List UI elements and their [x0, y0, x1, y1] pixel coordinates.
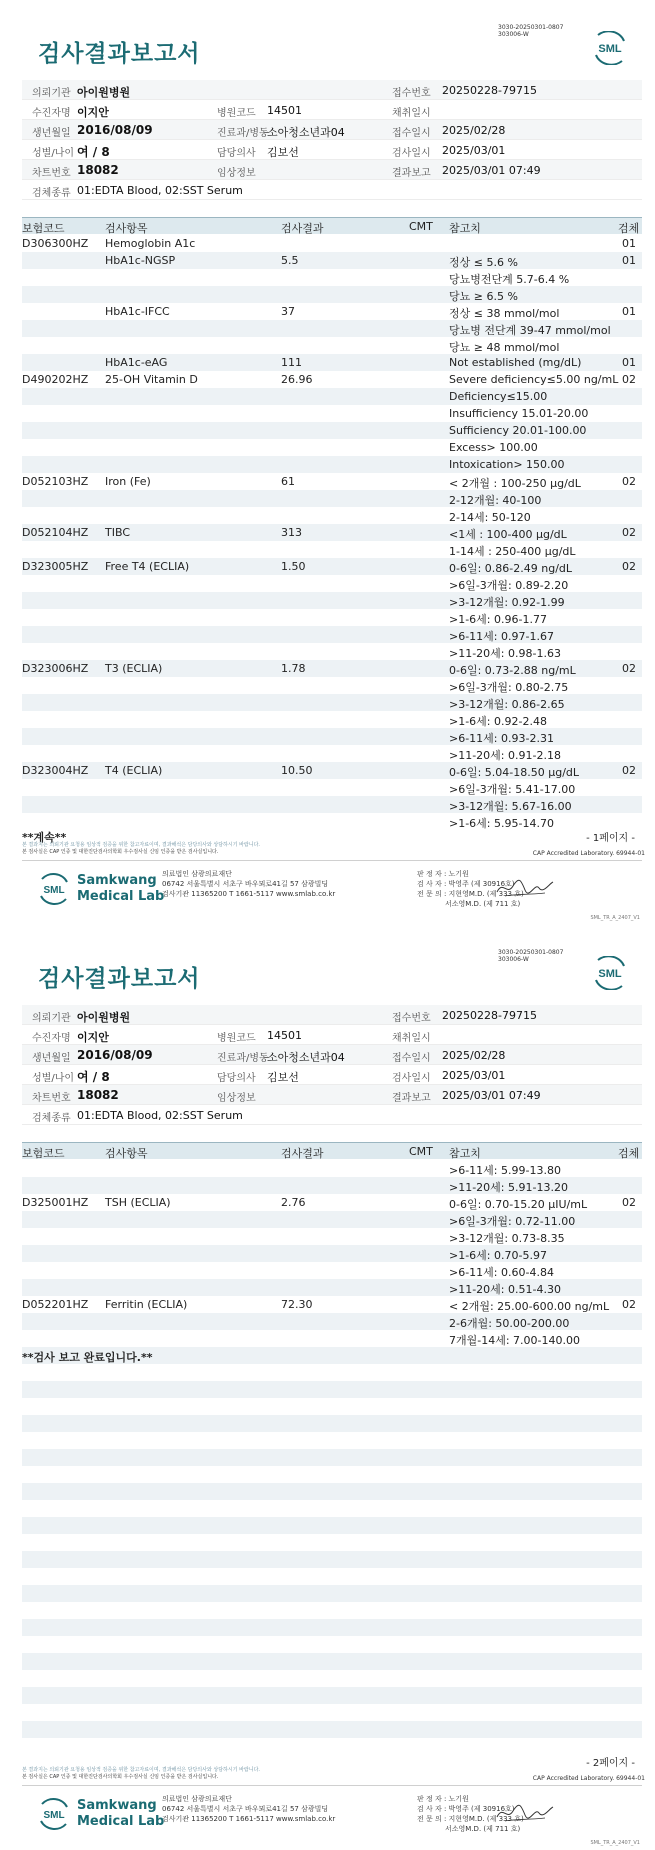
- svg-text:SML: SML: [43, 1810, 65, 1821]
- test-item: HbA1c-NGSP: [105, 254, 176, 267]
- lab-address: 의료법인 삼광의료재단 06742 서울특별시 서초구 바우뫼로41길 57 삼광빌딩 검사기관 11365200 T 1661-5117 www.smlab.co.kr: [162, 1795, 336, 1823]
- signers: 판 정 자 : 노기원 검 사 자 : 박영주 (제 30916호) 전 문 의 : 지현영M.D. (제 333 호) 서소영M.D. (제 711 호): [417, 870, 524, 908]
- table-row: [22, 1211, 642, 1228]
- info-row: [22, 1045, 642, 1065]
- reference-range: >6일-3개월: 0.80-2.75: [449, 681, 569, 694]
- results-table-header: [22, 217, 642, 234]
- specimen-tube: 01: [622, 237, 636, 250]
- empty-row: [22, 1449, 642, 1466]
- info-row: [22, 160, 642, 180]
- test-code: D323004HZ: [22, 764, 89, 777]
- specimen-tube: 02: [622, 662, 636, 675]
- table-row: [22, 507, 642, 524]
- clinical-label: 임상정보: [217, 1093, 256, 1104]
- specimen-tube: 02: [622, 1196, 636, 1209]
- info-row: [22, 100, 642, 120]
- reference-range: >1-6세: 0.70-5.97: [449, 1249, 547, 1262]
- specimen-tube: 02: [622, 475, 636, 488]
- reference-range: >6-11세: 0.97-1.67: [449, 630, 554, 643]
- test-item: HbA1c-eAG: [105, 356, 168, 369]
- test-result: 1.78: [281, 662, 306, 675]
- specimen-tube: 02: [622, 526, 636, 539]
- empty-row: [22, 1636, 642, 1653]
- reference-range: >1-6세: 5.95-14.70: [449, 817, 554, 830]
- patient-label: 수진자명: [32, 108, 71, 119]
- test-item: Ferritin (ECLIA): [105, 1298, 188, 1311]
- reference-range: >11-20세: 0.91-2.18: [449, 749, 561, 762]
- empty-row: [22, 1602, 642, 1619]
- table-row: [22, 439, 642, 456]
- doctor-label: 담당의사: [217, 1073, 256, 1084]
- receipt-no-value: 20250228-79715: [442, 84, 537, 97]
- sml-logo-icon: [590, 956, 630, 990]
- lab-name-sub: Medical Lab: [77, 1814, 165, 1829]
- reference-range: Severe deficiency≤5.00 ng/mL: [449, 373, 619, 386]
- sex-age-label: 성별/나이: [32, 1073, 75, 1084]
- test-code: D323006HZ: [22, 662, 89, 675]
- chart-value: 18082: [77, 1088, 119, 1102]
- empty-row: [22, 1466, 642, 1483]
- signature-icon: [495, 876, 555, 900]
- table-row: [22, 1177, 642, 1194]
- empty-row: [22, 1364, 642, 1381]
- empty-row: [22, 1517, 642, 1534]
- org-label: 의뢰기관: [32, 1013, 71, 1024]
- results-table-header: [22, 1142, 642, 1159]
- specimen-tube: 02: [622, 560, 636, 573]
- form-version: SML_TR_A_2407_V1: [590, 915, 640, 921]
- table-row: [22, 609, 642, 626]
- disclaimer-notes: 본 결과지는 의뢰기관 요청용 임상적 검증을 위한 참고자료이며, 결과해석은 담당의사와 상담하시기 바랍니다. 본 검사실은 CAP 인증 및 대한진단검사의학회 우수검사실 신임 인증을 받은 검사실입니다.: [22, 842, 261, 855]
- specimen-tube: 02: [622, 373, 636, 386]
- specimen-tube: 01: [622, 254, 636, 267]
- birth-label: 생년월일: [32, 1053, 71, 1064]
- receipt-date-label: 접수일시: [392, 128, 431, 139]
- dept-value: 소아청소년과04: [267, 1051, 345, 1064]
- info-row: [22, 140, 642, 160]
- info-row: [22, 80, 642, 100]
- test-result: 1.50: [281, 560, 306, 573]
- report-complete-text: **검사 보고 완료입니다.**: [22, 1351, 153, 1364]
- page-title: 검사결과보고서: [38, 966, 201, 992]
- empty-row: [22, 1534, 642, 1551]
- reference-range: >6일-3개월: 0.89-2.20: [449, 579, 569, 592]
- sml-logo-icon: [36, 871, 72, 907]
- col-cmt: CMT: [409, 220, 433, 233]
- receipt-no-label: 접수번호: [392, 1013, 431, 1024]
- test-result: 72.30: [281, 1298, 313, 1311]
- table-row: [22, 813, 642, 830]
- table-row: [22, 405, 642, 422]
- report-date-value: 2025/03/01 07:49: [442, 164, 541, 177]
- sex-age-value: 여 / 8: [77, 1070, 110, 1084]
- reference-range: >3-12개월: 0.86-2.65: [449, 698, 565, 711]
- lab-name: Samkwang: [77, 1798, 157, 1813]
- col-tube: 검체: [618, 1147, 640, 1160]
- test-date-label: 검사일시: [392, 1073, 431, 1084]
- table-row: [22, 1194, 642, 1211]
- chart-value: 18082: [77, 163, 119, 177]
- page-number: - 1페이지 -: [586, 833, 635, 844]
- reference-range: Excess> 100.00: [449, 441, 538, 454]
- test-item: T4 (ECLIA): [105, 764, 163, 777]
- hospital-code-label: 병원코드: [217, 108, 256, 119]
- table-row: [22, 1160, 642, 1177]
- reference-range: >1-6세: 0.96-1.77: [449, 613, 547, 626]
- test-item: Free T4 (ECLIA): [105, 560, 190, 573]
- table-row: [22, 388, 642, 405]
- results-table-page-2: [22, 1160, 642, 1738]
- reference-range: >3-12개월: 5.67-16.00: [449, 800, 572, 813]
- table-row: [22, 1228, 642, 1245]
- page-number: - 2페이지 -: [586, 1758, 635, 1769]
- table-row: [22, 490, 642, 507]
- specimen-tube: 01: [622, 356, 636, 369]
- hospital-code-value: 14501: [267, 1029, 302, 1042]
- reference-range: >11-20세: 5.91-13.20: [449, 1181, 568, 1194]
- cap-accreditation: CAP Accredited Laboratory. 69944-01: [532, 1775, 645, 1782]
- info-row: [22, 1065, 642, 1085]
- test-code: D052104HZ: [22, 526, 89, 539]
- patient-label: 수진자명: [32, 1033, 71, 1044]
- specimen-tube: 01: [622, 305, 636, 318]
- table-row: [22, 643, 642, 660]
- reference-range: 1-14세 : 250-400 μg/dL: [449, 545, 576, 558]
- test-item: TIBC: [105, 526, 130, 539]
- receipt-date-value: 2025/02/28: [442, 124, 506, 137]
- reference-range: >6-11세: 0.93-2.31: [449, 732, 554, 745]
- receipt-no-value: 20250228-79715: [442, 1009, 537, 1022]
- sml-logo-icon: [590, 31, 630, 65]
- table-row: [22, 677, 642, 694]
- reference-range: < 2개월 : 100-250 μg/dL: [449, 477, 581, 490]
- col-cmt: CMT: [409, 1145, 433, 1158]
- reference-range: < 2개월: 25.00-600.00 ng/mL: [449, 1300, 610, 1313]
- empty-row: [22, 1670, 642, 1687]
- birth-value: 2016/08/09: [77, 123, 153, 137]
- reference-range: 0-6일: 5.04-18.50 μg/dL: [449, 766, 580, 779]
- org-value: 아이원병원: [77, 86, 131, 99]
- clinical-label: 임상정보: [217, 168, 256, 179]
- info-row: [22, 180, 642, 200]
- col-item: 검사항목: [105, 222, 148, 235]
- reference-range: 당뇨 ≥ 48 mmol/mol: [449, 341, 560, 354]
- test-code: D490202HZ: [22, 373, 89, 386]
- test-date-label: 검사일시: [392, 148, 431, 159]
- table-row: [22, 1313, 642, 1330]
- table-row: [22, 337, 642, 354]
- reference-range: Intoxication> 150.00: [449, 458, 565, 471]
- empty-row: [22, 1483, 642, 1500]
- empty-row: [22, 1381, 642, 1398]
- continued-text: **계속**: [22, 831, 67, 844]
- test-date-value: 2025/03/01: [442, 144, 506, 157]
- dept-value: 소아청소년과04: [267, 126, 345, 139]
- report-date-label: 결과보고: [392, 1093, 431, 1104]
- signature-icon: [495, 1801, 555, 1825]
- specimen-tube: 02: [622, 1298, 636, 1311]
- test-result: 26.96: [281, 373, 313, 386]
- col-item: 검사항목: [105, 1147, 148, 1160]
- table-row: [22, 235, 642, 252]
- empty-row: [22, 1398, 642, 1415]
- empty-row: [22, 1415, 642, 1432]
- page-footer: [22, 860, 642, 920]
- reference-range: Sufficiency 20.01-100.00: [449, 424, 587, 437]
- dept-label: 진료과/병동: [217, 1053, 269, 1064]
- test-code: D325001HZ: [22, 1196, 89, 1209]
- reference-range: Deficiency≤15.00: [449, 390, 548, 403]
- test-result: 5.5: [281, 254, 299, 267]
- reference-range: 당뇨병전단계 5.7-6.4 %: [449, 273, 570, 286]
- reference-range: 7개월-14세: 7.00-140.00: [449, 1334, 580, 1347]
- barcode-text: 3030-20250301-0807 303006-W: [498, 949, 564, 963]
- table-row: [22, 575, 642, 592]
- test-date-value: 2025/03/01: [442, 1069, 506, 1082]
- reference-range: >11-20세: 0.51-4.30: [449, 1283, 561, 1296]
- test-code: D323005HZ: [22, 560, 89, 573]
- sex-age-label: 성별/나이: [32, 148, 75, 159]
- birth-value: 2016/08/09: [77, 1048, 153, 1062]
- test-item: T3 (ECLIA): [105, 662, 163, 675]
- reference-range: <1세 : 100-400 μg/dL: [449, 528, 567, 541]
- lab-name: Samkwang: [77, 873, 157, 888]
- specimen-label: 검체종류: [32, 188, 71, 199]
- patient-value: 이지안: [77, 106, 109, 119]
- results-table-page-1: [22, 235, 642, 830]
- patient-value: 이지안: [77, 1031, 109, 1044]
- receipt-date-label: 접수일시: [392, 1053, 431, 1064]
- empty-row: [22, 1619, 642, 1636]
- table-row: [22, 660, 642, 677]
- reference-range: >3-12개월: 0.73-8.35: [449, 1232, 565, 1245]
- doctor-value: 김보선: [267, 1071, 299, 1084]
- info-row: [22, 1005, 642, 1025]
- doctor-value: 김보선: [267, 146, 299, 159]
- svg-text:SML: SML: [43, 885, 65, 896]
- table-row: [22, 354, 642, 371]
- table-row: [22, 541, 642, 558]
- org-value: 아이원병원: [77, 1011, 131, 1024]
- org-label: 의뢰기관: [32, 88, 71, 99]
- collect-date-label: 채취일시: [392, 1033, 431, 1044]
- table-row: [22, 1296, 642, 1313]
- chart-label: 차트번호: [32, 1093, 71, 1104]
- lab-name-sub: Medical Lab: [77, 889, 165, 904]
- reference-range: 0-6일: 0.73-2.88 ng/mL: [449, 664, 576, 677]
- table-row: [22, 1279, 642, 1296]
- sml-logo-icon: [36, 1796, 72, 1832]
- svg-text:SML: SML: [598, 43, 622, 55]
- chart-label: 차트번호: [32, 168, 71, 179]
- table-row: [22, 1245, 642, 1262]
- table-row: [22, 694, 642, 711]
- patient-info-block: [22, 80, 642, 200]
- cap-accreditation: CAP Accredited Laboratory. 69944-01: [532, 850, 645, 857]
- table-row: [22, 286, 642, 303]
- info-row: [22, 1105, 642, 1125]
- specimen-label: 검체종류: [32, 1113, 71, 1124]
- reference-range: 2-14세: 50-120: [449, 511, 531, 524]
- empty-row: [22, 1551, 642, 1568]
- table-row: [22, 592, 642, 609]
- test-item: HbA1c-IFCC: [105, 305, 170, 318]
- report-date-value: 2025/03/01 07:49: [442, 1089, 541, 1102]
- test-code: D052201HZ: [22, 1298, 89, 1311]
- col-result: 검사결과: [281, 222, 324, 235]
- reference-range: 2-12개월: 40-100: [449, 494, 542, 507]
- svg-text:SML: SML: [598, 968, 622, 980]
- page-header: [0, 0, 655, 80]
- report-complete-row: [22, 1347, 642, 1364]
- table-row: [22, 473, 642, 490]
- col-ref: 참고치: [449, 222, 481, 235]
- col-ref: 참고치: [449, 1147, 481, 1160]
- empty-row: [22, 1687, 642, 1704]
- receipt-date-value: 2025/02/28: [442, 1049, 506, 1062]
- test-item: 25-OH Vitamin D: [105, 373, 198, 386]
- test-result: 111: [281, 356, 302, 369]
- reference-range: 2-6개월: 50.00-200.00: [449, 1317, 570, 1330]
- reference-range: 0-6일: 0.70-15.20 μIU/mL: [449, 1198, 588, 1211]
- reference-range: >6-11세: 5.99-13.80: [449, 1164, 561, 1177]
- reference-range: >3-12개월: 0.92-1.99: [449, 596, 565, 609]
- empty-row: [22, 1432, 642, 1449]
- table-row: [22, 371, 642, 388]
- test-code: D052103HZ: [22, 475, 89, 488]
- table-row: [22, 456, 642, 473]
- test-result: 313: [281, 526, 302, 539]
- reference-range: >1-6세: 0.92-2.48: [449, 715, 547, 728]
- sex-age-value: 여 / 8: [77, 145, 110, 159]
- report-date-label: 결과보고: [392, 168, 431, 179]
- reference-range: Insufficiency 15.01-20.00: [449, 407, 589, 420]
- col-code: 보험코드: [22, 222, 65, 235]
- patient-info-block: [22, 1005, 642, 1125]
- reference-range: 0-6일: 0.86-2.49 ng/dL: [449, 562, 573, 575]
- info-row: [22, 1085, 642, 1105]
- receipt-no-label: 접수번호: [392, 88, 431, 99]
- reference-range: 당뇨병 전단계 39-47 mmol/mol: [449, 324, 611, 337]
- test-code: D306300HZ: [22, 237, 89, 250]
- form-version: SML_TR_A_2407_V1: [590, 1840, 640, 1846]
- col-code: 보험코드: [22, 1147, 65, 1160]
- test-result: 61: [281, 475, 295, 488]
- empty-row: [22, 1721, 642, 1738]
- empty-row: [22, 1500, 642, 1517]
- table-row: [22, 320, 642, 337]
- hospital-code-value: 14501: [267, 104, 302, 117]
- doctor-label: 담당의사: [217, 148, 256, 159]
- specimen-value: 01:EDTA Blood, 02:SST Serum: [77, 1109, 243, 1122]
- table-row: [22, 626, 642, 643]
- reference-range: >6-11세: 0.60-4.84: [449, 1266, 554, 1279]
- table-row: [22, 745, 642, 762]
- reference-range: Not established (mg/dL): [449, 356, 582, 369]
- reference-range: 당뇨 ≥ 6.5 %: [449, 290, 518, 303]
- test-result: 10.50: [281, 764, 313, 777]
- barcode-text: 3030-20250301-0807 303006-W: [498, 24, 564, 38]
- reference-range: 정상 ≤ 5.6 %: [449, 256, 518, 269]
- birth-label: 생년월일: [32, 128, 71, 139]
- table-row: [22, 1330, 642, 1347]
- specimen-tube: 02: [622, 764, 636, 777]
- empty-row: [22, 1585, 642, 1602]
- table-row: [22, 303, 642, 320]
- reference-range: >6일-3개월: 5.41-17.00: [449, 783, 576, 796]
- test-item: Iron (Fe): [105, 475, 151, 488]
- empty-row: [22, 1704, 642, 1721]
- page-title: 검사결과보고서: [38, 41, 201, 67]
- collect-date-label: 채취일시: [392, 108, 431, 119]
- disclaimer-notes: 본 결과지는 의뢰기관 요청용 임상적 검증을 위한 참고자료이며, 결과해석은 담당의사와 상담하시기 바랍니다. 본 검사실은 CAP 인증 및 대한진단검사의학회 우수검사실 신임 인증을 받은 검사실입니다.: [22, 1767, 261, 1780]
- report-page-2: [0, 925, 655, 1850]
- dept-label: 진료과/병동: [217, 128, 269, 139]
- table-row: [22, 796, 642, 813]
- col-result: 검사결과: [281, 1147, 324, 1160]
- table-row: [22, 422, 642, 439]
- empty-row: [22, 1653, 642, 1670]
- table-row: [22, 269, 642, 286]
- hospital-code-label: 병원코드: [217, 1033, 256, 1044]
- table-row: [22, 779, 642, 796]
- test-result: 37: [281, 305, 295, 318]
- table-row: [22, 711, 642, 728]
- lab-address: 의료법인 삼광의료재단 06742 서울특별시 서초구 바우뫼로41길 57 삼광빌딩 검사기관 11365200 T 1661-5117 www.smlab.co.kr: [162, 870, 336, 898]
- signers: 판 정 자 : 노기원 검 사 자 : 박영주 (제 30916호) 전 문 의 : 지현영M.D. (제 333 호) 서소영M.D. (제 711 호): [417, 1795, 524, 1833]
- info-row: [22, 120, 642, 140]
- table-row: [22, 762, 642, 779]
- page-footer: [22, 1785, 642, 1845]
- info-row: [22, 1025, 642, 1045]
- table-row: [22, 558, 642, 575]
- col-tube: 검체: [618, 222, 640, 235]
- test-item: Hemoglobin A1c: [105, 237, 196, 250]
- reference-range: >6일-3개월: 0.72-11.00: [449, 1215, 576, 1228]
- reference-range: >11-20세: 0.98-1.63: [449, 647, 561, 660]
- specimen-value: 01:EDTA Blood, 02:SST Serum: [77, 184, 243, 197]
- page-header: [0, 925, 655, 1005]
- reference-range: 정상 ≤ 38 mmol/mol: [449, 307, 560, 320]
- table-row: [22, 524, 642, 541]
- test-result: 2.76: [281, 1196, 306, 1209]
- test-item: TSH (ECLIA): [105, 1196, 171, 1209]
- table-row: [22, 252, 642, 269]
- table-row: [22, 1262, 642, 1279]
- table-row: [22, 728, 642, 745]
- empty-row: [22, 1568, 642, 1585]
